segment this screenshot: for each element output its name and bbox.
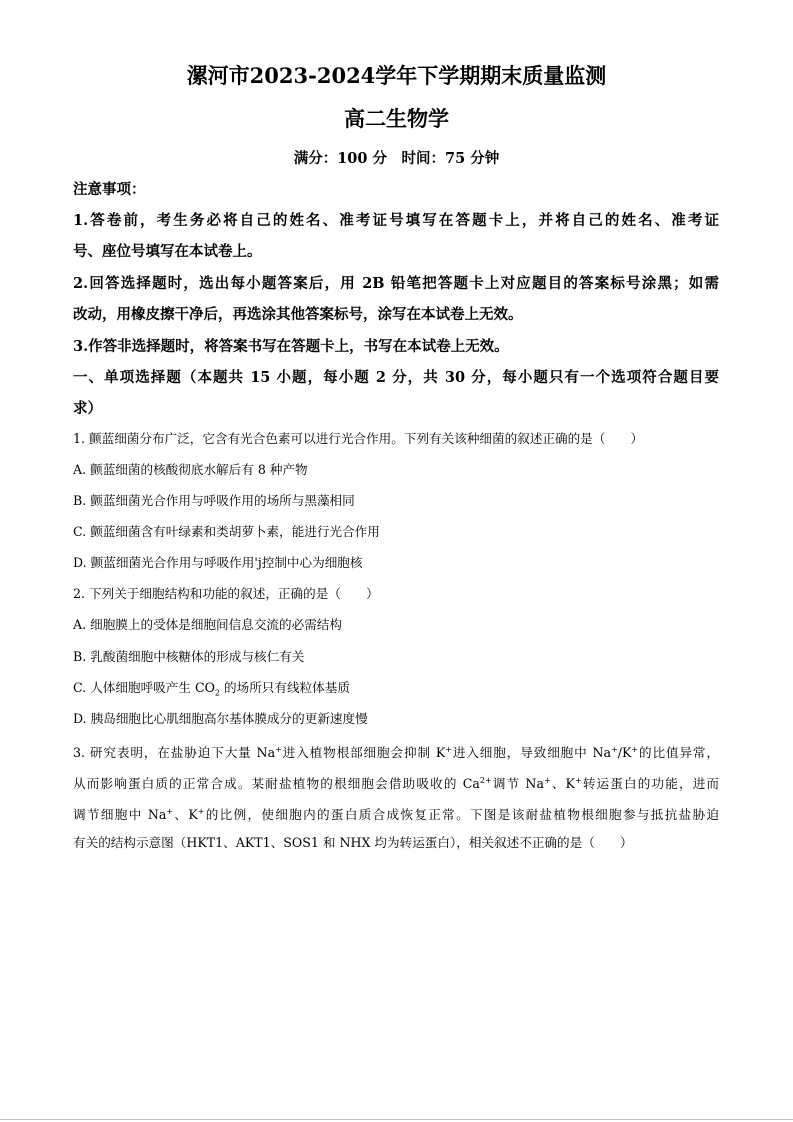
question-2-option-c-text-end: 的场所只有线粒体基质 (220, 680, 350, 695)
q3-text: 3. 研究表明，在盐胁迫下大量 Na (73, 745, 276, 761)
ion-charge: + (574, 776, 582, 785)
q3-text: 调节 Na (491, 776, 544, 792)
notice-heading: 注意事项： (73, 181, 146, 198)
question-1-stem: 1. 颤蓝细菌分布广泛，它含有光合色素可以进行光合作用。下列有关该种细菌的叙述正确的是（ ） (73, 431, 644, 446)
notice-item-2-line-1: 2.回答选择题时，选出每小题答案后，用 2B 铅笔把答题卡上对应题目的答案标号涂黑；如需 (73, 275, 719, 292)
ion-charge: + (445, 745, 452, 754)
question-2-option-c-text: C. 人体细胞呼吸产生 CO (73, 680, 215, 695)
q3-text: 的比值异常， (638, 745, 720, 761)
section-heading-line-2: 求） (73, 400, 102, 417)
question-1-option-c: C. 颤蓝细菌含有叶绿素和类胡萝卜素，能进行光合作用 (73, 524, 380, 539)
q3-text: 调节细胞中 Na (73, 807, 167, 823)
ion-charge: + (197, 807, 205, 816)
co2-subscript: 2 (214, 688, 221, 698)
question-3-line-3 (73, 803, 719, 824)
q3-text: 、K (173, 807, 198, 823)
question-2-stem: 2. 下列关于细胞结构和功能的叙述，正确的是（ ） (73, 586, 379, 601)
q3-text: 转运蛋白的功能，进而 (581, 776, 720, 792)
notice-item-1-line-2: 号、座位号填写在本试卷上。 (73, 243, 262, 260)
q3-text: /K (617, 745, 632, 761)
ion-charge: 2+ (479, 776, 492, 785)
q3-text: 从而影响蛋白质的正常合成。某耐盐植物的根细胞会借助吸收的 Ca (73, 776, 480, 792)
ion-charge: + (275, 745, 282, 754)
ion-charge: + (631, 745, 639, 754)
question-3-line-1 (73, 741, 719, 762)
ion-charge: + (166, 807, 174, 816)
ion-charge: + (543, 776, 551, 785)
question-3-line-2 (73, 772, 719, 793)
score-time-info: 满分：100 分 时间：75 分钟 (293, 150, 500, 167)
question-1-option-b: B. 颤蓝细菌光合作用与呼吸作用的场所与黑藻相同 (73, 493, 355, 508)
q3-text: 进入植物根部细胞会抑制 K (281, 745, 446, 761)
question-1-option-d: D. 颤蓝细菌光合作用与呼吸作用'j控制中心为细胞核 (73, 555, 363, 570)
question-2-option-a: A. 细胞膜上的受体是细胞间信息交流的必需结构 (73, 617, 342, 632)
q3-text: 进入细胞，导致细胞中 Na (451, 745, 612, 761)
question-2-option-d: D. 胰岛细胞比心肌细胞高尔基体膜成分的更新速度慢 (73, 711, 368, 726)
ion-charge: + (611, 745, 618, 754)
exam-title: 漯河市2023-2024学年下学期期末质量监测 (186, 63, 607, 88)
notice-item-2-line-2: 改动，用橡皮擦干净后，再选涂其他答案标号，涂写在本试卷上无效。 (73, 306, 523, 323)
q3-text: 的比例，使细胞内的蛋白质合成恢复正常。下图是该耐盐植物根细胞参与抵抗盐胁迫 (204, 807, 720, 823)
question-2-option-c (73, 679, 350, 703)
question-1-option-a: A. 颤蓝细菌的核酸彻底水解后有 8 种产物 (73, 462, 308, 477)
exam-subject: 高二生物学 (344, 106, 449, 131)
notice-item-1-line-1: 1.答卷前，考生务必将自己的姓名、准考证号填写在答题卡上，并将自己的姓名、准考证 (73, 212, 719, 229)
question-2-option-b: B. 乳酸菌细胞中核糖体的形成与核仁有关 (73, 649, 305, 664)
notice-item-3: 3.作答非选择题时，将答案书写在答题卡上，书写在本试卷上无效。 (73, 338, 509, 355)
section-heading-line-1: 一、单项选择题（本题共 15 小题，每小题 2 分，共 30 分，每小题只有一个选项符合题目要 (73, 369, 719, 386)
q3-text: 、K (550, 776, 575, 792)
question-3-line-4: 有关的结构示意图（HKT1、AKT1、SOS1 和 NHX 均为转运蛋白），相关叙述不正确的是（ ） (73, 835, 633, 850)
page-bottom-rule (0, 1119, 793, 1120)
